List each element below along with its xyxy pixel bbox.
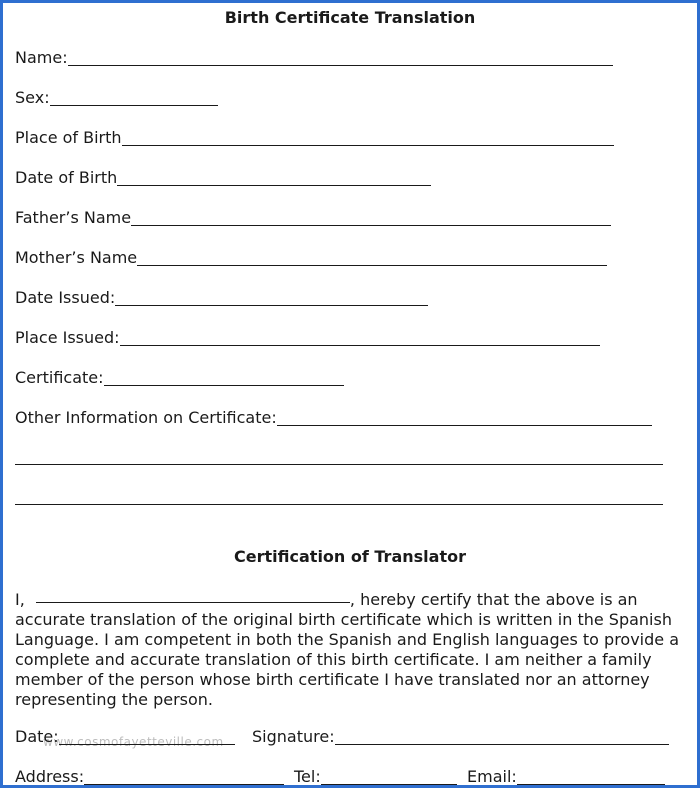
mothers-name-label: Mother’s Name bbox=[15, 248, 138, 267]
place-of-birth-row bbox=[15, 128, 614, 148]
other-info-field[interactable] bbox=[277, 410, 652, 426]
place-of-birth-label: Place of Birth bbox=[15, 128, 122, 147]
tel-field[interactable] bbox=[321, 769, 457, 785]
fathers-name-row bbox=[15, 208, 611, 228]
signature-field[interactable] bbox=[335, 729, 669, 745]
address-label: Address: bbox=[15, 767, 85, 786]
date-issued-label: Date Issued: bbox=[15, 288, 116, 307]
sex-field[interactable] bbox=[50, 90, 218, 106]
place-issued-label: Place Issued: bbox=[15, 328, 120, 347]
signature-row bbox=[252, 727, 669, 747]
address-row bbox=[15, 767, 284, 787]
other-info-line-1[interactable] bbox=[15, 464, 663, 465]
date-of-birth-field[interactable] bbox=[117, 170, 431, 186]
mothers-name-field[interactable] bbox=[137, 250, 607, 266]
translator-name-field[interactable] bbox=[36, 587, 350, 603]
signature-label: Signature: bbox=[252, 727, 335, 746]
certificate-row bbox=[15, 368, 344, 388]
watermark: www.cosmofayetteville.com bbox=[43, 735, 224, 749]
name-row bbox=[15, 48, 613, 68]
other-info-row bbox=[15, 408, 652, 428]
email-field[interactable] bbox=[517, 769, 665, 785]
fathers-name-label: Father’s Name bbox=[15, 208, 132, 227]
date-of-birth-label: Date of Birth bbox=[15, 168, 118, 187]
fathers-name-field[interactable] bbox=[131, 210, 611, 226]
certification-title: Certification of Translator bbox=[234, 547, 466, 566]
other-info-line-2[interactable] bbox=[15, 504, 663, 505]
sex-label: Sex: bbox=[15, 88, 50, 107]
sex-row bbox=[15, 88, 218, 108]
certificate-label: Certificate: bbox=[15, 368, 104, 387]
email-label: Email: bbox=[467, 767, 517, 786]
date-of-birth-row bbox=[15, 168, 431, 188]
mothers-name-row bbox=[15, 248, 607, 268]
place-issued-field[interactable] bbox=[120, 330, 600, 346]
email-row bbox=[467, 767, 665, 787]
tel-row bbox=[294, 767, 457, 787]
name-label: Name: bbox=[15, 48, 68, 67]
date-field[interactable] bbox=[59, 729, 235, 745]
place-issued-row bbox=[15, 328, 600, 348]
date-label: Date: bbox=[15, 727, 59, 746]
certificate-field[interactable] bbox=[104, 370, 344, 386]
certification-statement bbox=[15, 587, 695, 710]
date-issued-field[interactable] bbox=[115, 290, 428, 306]
date-row bbox=[15, 727, 235, 747]
place-of-birth-field[interactable] bbox=[122, 130, 614, 146]
tel-label: Tel: bbox=[294, 767, 321, 786]
document-title: Birth Certificate Translation bbox=[224, 8, 476, 27]
name-field[interactable] bbox=[68, 50, 613, 66]
certification-text: , hereby certify that the above is an accurate translation of the original birth certificate which is written in the Spanish Language. I am competent in both the Spanish and English languages to provide a complete and accurate translation of this birth certificate. I am neither a family member of the person whose birth certificate I have translated nor an attorney representing the person. bbox=[15, 590, 680, 709]
certification-prefix: I, bbox=[15, 590, 25, 609]
date-issued-row bbox=[15, 288, 428, 308]
address-field[interactable] bbox=[84, 769, 284, 785]
other-info-label: Other Information on Certificate: bbox=[15, 408, 277, 427]
